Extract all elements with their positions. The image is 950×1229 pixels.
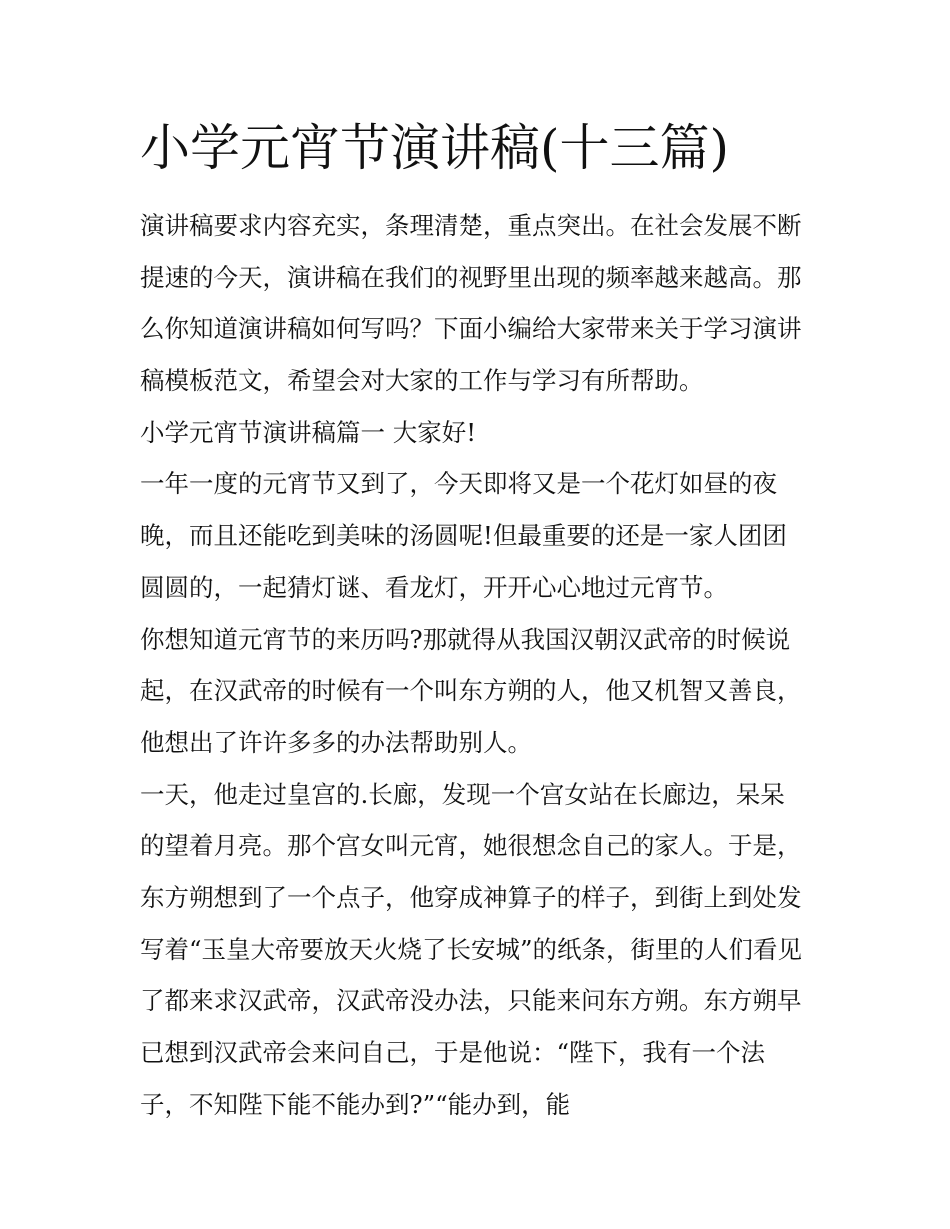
text-line: 一年一度的元宵节又到了，今天即将又是一个花灯如昼的夜: [140, 469, 777, 499]
text-line: 他想出了许许多多的办法帮助别人。: [140, 727, 532, 757]
text-line: 演讲稿要求内容充实，条理清楚，重点突出。在社会发展不断: [140, 211, 802, 240]
text-line: 起，在汉武帝的时候有一个叫东方朔的人，他又机智又善良，: [140, 676, 802, 706]
text-line: 了都来求汉武帝，汉武帝没办法，只能来问东方朔。东方朔早: [140, 986, 802, 1016]
document-title: 小学元宵节演讲稿(十三篇): [140, 119, 730, 177]
text-line: 的望着月亮。那个宫女叫元宵，她很想念自己的家人。于是，: [140, 831, 802, 861]
text-line: 圆圆的，一起猜灯谜、看龙灯，开开心心地过元宵节。: [140, 572, 728, 602]
text-line: 一天，他走过皇宫的.长廊，发现一个宫女站在长廊边，呆呆: [140, 779, 785, 809]
text-line: 提速的今天，演讲稿在我们的视野里出现的频率越来越高。那: [140, 262, 802, 292]
text-line: 东方朔想到了一个点子，他穿成神算子的样子，到街上到处发: [140, 882, 802, 912]
text-line: 子，不知陛下能不能办到?”“能办到，能: [140, 1089, 571, 1119]
document-body: [140, 200, 830, 1130]
text-line: 写着“玉皇大帝要放天火烧了长安城”的纸条，街里的人们看见: [140, 934, 803, 964]
text-line: 已想到汉武帝会来问自己，于是他说：“陛下，我有一个法: [140, 1038, 766, 1067]
section-heading-line: 小学元宵节演讲稿篇一 大家好!: [140, 417, 477, 447]
text-line: 你想知道元宵节的来历吗?那就得从我国汉朝汉武帝的时候说: [140, 624, 791, 654]
text-line: 么你知道演讲稿如何写吗？下面小编给大家带来关于学习演讲: [140, 314, 802, 344]
text-line: 晚，而且还能吃到美味的汤圆呢!但最重要的还是一家人团团: [140, 521, 787, 551]
text-line: 稿模板范文，希望会对大家的工作与学习有所帮助。: [140, 366, 704, 396]
